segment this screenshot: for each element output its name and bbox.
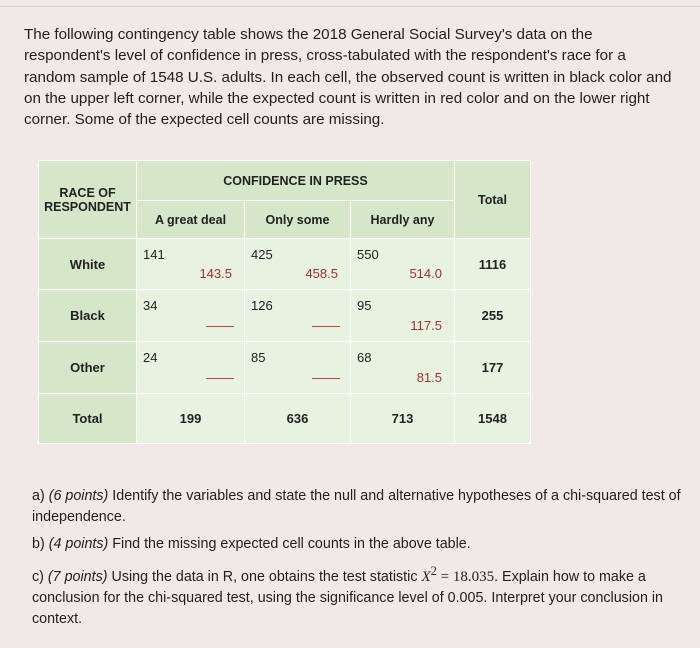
observed-count: 126 <box>251 298 273 313</box>
chi-square-exponent: 2 <box>430 564 437 578</box>
missing-expected-blank <box>312 326 340 327</box>
corner-header-line1: RACE OF <box>59 185 116 200</box>
table-cell <box>137 239 245 290</box>
question-a <box>32 486 682 528</box>
table-cell <box>351 239 455 290</box>
observed-count: 550 <box>357 247 379 262</box>
questions <box>32 486 682 636</box>
table-row <box>39 290 531 342</box>
column-header: Hardly any <box>351 201 455 239</box>
intro-paragraph: The following contingency table shows the 2018 General Social Survey's data on the respondent's level of confidence in press, cross-tabulated with the respondent's race for a random sample of 1548 U.S. adults. In each cell, the observed count is written in black color and on the upper left corner, while the expected count is written in red color and on the lower right corner. Some of the expected cell counts are missing. <box>24 26 672 129</box>
row-label: Total <box>39 394 137 444</box>
table-cell <box>137 342 245 394</box>
test-statistic-value: = 18.035 <box>440 569 495 585</box>
column-total: 713 <box>351 394 455 444</box>
observed-count: 141 <box>143 247 165 262</box>
question-b-points: (4 points) <box>48 536 109 552</box>
row-label: Black <box>39 290 137 342</box>
expected-count: 458.5 <box>305 266 338 281</box>
table-cell <box>245 290 351 342</box>
question-a-points: (6 points) <box>48 488 109 504</box>
table-cell <box>245 342 351 394</box>
row-total: 1116 <box>455 239 531 290</box>
row-total: 177 <box>455 342 531 394</box>
table-cell <box>351 342 455 394</box>
row-total: 255 <box>455 290 531 342</box>
top-divider <box>0 6 700 7</box>
observed-count: 425 <box>251 247 273 262</box>
row-label: White <box>39 239 137 290</box>
question-c-points: (7 points) <box>47 569 108 585</box>
expected-count: 514.0 <box>409 266 442 281</box>
test-statistic <box>421 564 495 585</box>
column-header: A great deal <box>137 201 245 239</box>
missing-expected-blank <box>206 326 234 327</box>
question-c-text-continued: . Explain how to make a conclusion for the chi-squared test, using the significance level of 0.005. Interpret your conclusion in context. <box>32 569 664 627</box>
question-c <box>32 561 682 630</box>
missing-expected-blank <box>206 378 234 379</box>
row-label: Other <box>39 342 137 394</box>
corner-header <box>39 161 137 239</box>
table-row <box>39 342 531 394</box>
column-header: Only some <box>245 201 351 239</box>
observed-count: 34 <box>143 298 158 313</box>
observed-count: 95 <box>357 298 372 313</box>
question-b-label: b) <box>32 536 45 552</box>
expected-count: 143.5 <box>199 266 232 281</box>
total-column-header: Total <box>455 161 531 239</box>
contingency-table <box>38 160 531 444</box>
table-cell <box>137 290 245 342</box>
question-c-text: Using the data in R, one obtains the test statistic <box>111 569 418 585</box>
question-a-label: a) <box>32 488 45 504</box>
question-c-label: c) <box>32 569 44 585</box>
table-row <box>39 239 531 290</box>
chi-square-symbol: X <box>421 569 431 585</box>
question-a-text: Identify the variables and state the null and alternative hypotheses of a chi-squared test of independence. <box>32 488 681 525</box>
missing-expected-blank <box>312 378 340 379</box>
observed-count: 85 <box>251 350 266 365</box>
total-row <box>39 394 531 444</box>
corner-header-line2: RESPONDENT <box>44 199 131 214</box>
expected-count: 81.5 <box>416 370 442 385</box>
observed-count: 68 <box>357 350 372 365</box>
table-cell <box>245 239 351 290</box>
column-total: 199 <box>137 394 245 444</box>
expected-count: 117.5 <box>410 318 442 333</box>
table-cell <box>351 290 455 342</box>
group-header: CONFIDENCE IN PRESS <box>137 161 455 201</box>
question-b <box>32 534 682 555</box>
observed-count: 24 <box>143 350 158 365</box>
question-b-text: Find the missing expected cell counts in the above table. <box>112 536 471 552</box>
column-total: 636 <box>245 394 351 444</box>
grand-total: 1548 <box>455 394 531 444</box>
